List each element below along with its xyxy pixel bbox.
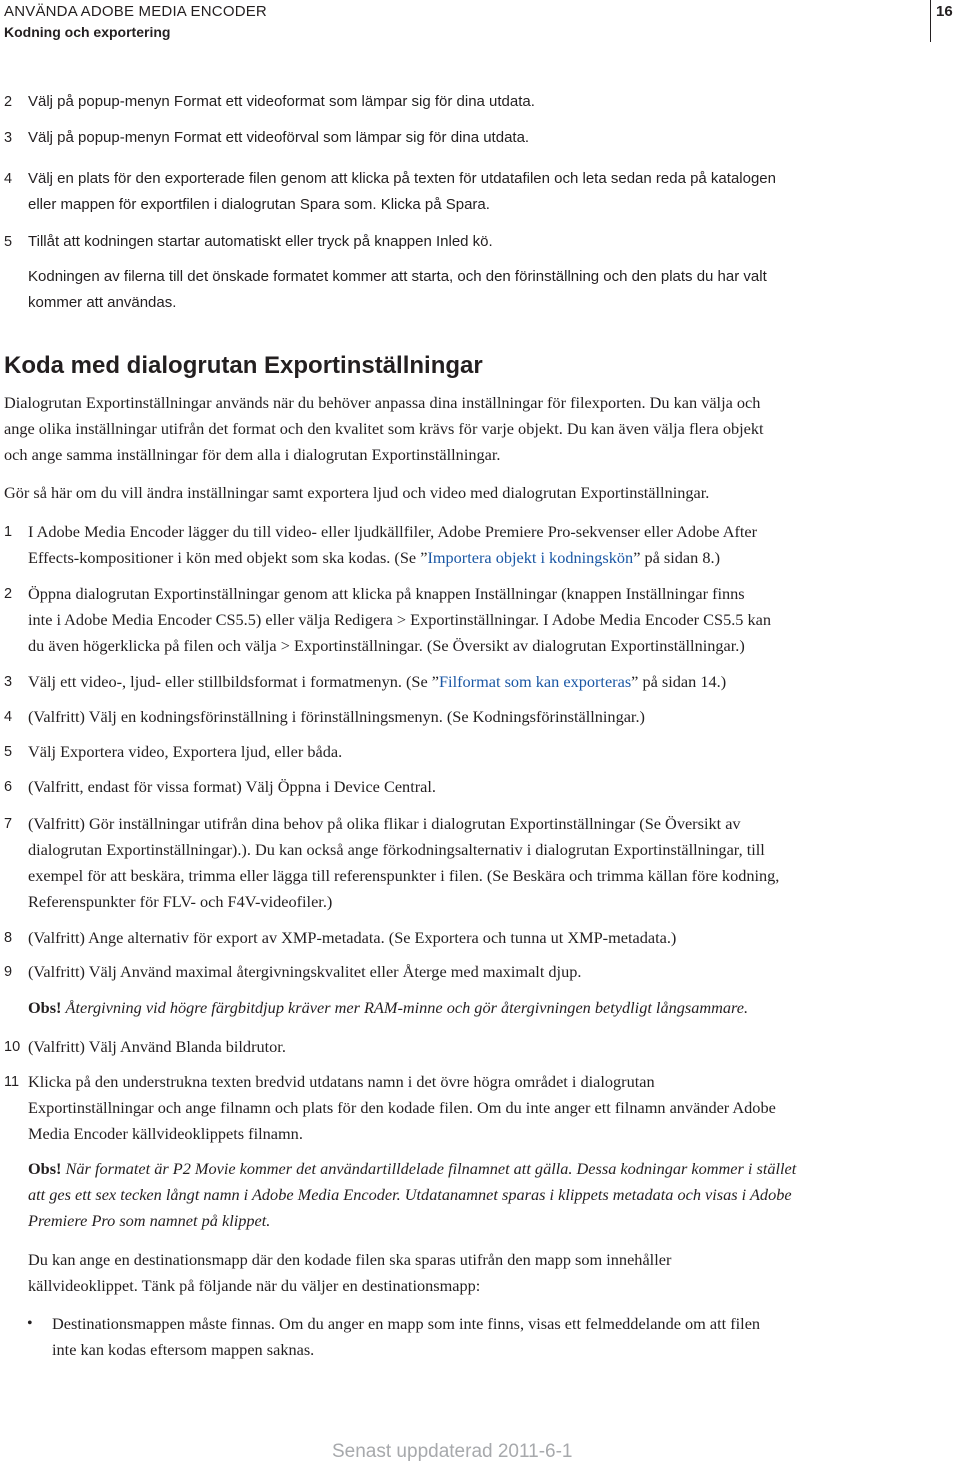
step-number: 9 — [4, 964, 13, 980]
step-text — [28, 166, 948, 218]
note-line: kommer att användas. — [28, 294, 177, 311]
step-text: Välj på popup-menyn Format ett videoformat som lämpar sig för dina utdata. — [28, 93, 535, 110]
step-line: inte i Adobe Media Encoder CS5.5) eller välja Redigera > Exportinställningar. I Adobe Media Encoder CS5.5 kan — [28, 610, 772, 629]
step-text — [28, 811, 948, 915]
step-note — [28, 264, 948, 316]
step-text — [28, 519, 948, 571]
bullet-line: Destinationsmappen måste finnas. Om du anger en mapp som inte finns, visas ett felmeddelande om att filen — [52, 1314, 761, 1333]
paragraph-line: Dialogrutan Exportinställningar används när du behöver anpassa dina inställningar för filexporten. Du kan välja och — [4, 393, 761, 412]
note-text: När formatet är P2 Movie kommer det användartilldelade filnamnet att gälla. Dessa kodningar kommer i stället — [61, 1159, 797, 1178]
step-number: 5 — [4, 744, 13, 760]
step-line: Klicka på den understrukna texten bredvid utdatans namn i det övre högra området i dialogrutan — [28, 1072, 655, 1091]
step-number: 2 — [4, 94, 13, 110]
step-text: Välj Exportera video, Exportera ljud, eller båda. — [28, 742, 343, 761]
step-text: (Valfritt) Välj Använd maximal återgivningskvalitet eller Återge med maximalt djup. — [28, 962, 582, 981]
step-text — [28, 1069, 948, 1147]
step-text: (Valfritt, endast för vissa format) Välj Öppna i Device Central. — [28, 777, 436, 796]
paragraph-line: Du kan ange en destinationsmapp där den kodade filen ska sparas utifrån den mapp som innehåller — [28, 1250, 672, 1269]
paragraph-line: ange olika inställningar utifrån det format och den kvalitet som krävs för varje objekt. Du kan även välja flera objekt — [4, 419, 764, 438]
step-line: Exportinställningar och ange filnamn och plats för den kodade filen. Om du inte anger ett filnamn använder Adobe — [28, 1098, 776, 1117]
step-line-text: Välj ett video-, ljud- eller stillbildsformat i formatmenyn. (Se ” — [28, 672, 439, 691]
note-label: Obs! — [28, 998, 62, 1017]
running-header-subtitle: Kodning och exportering — [4, 24, 171, 40]
bullet-text — [52, 1311, 948, 1363]
cross-reference-link[interactable]: Filformat som kan exporteras — [439, 672, 632, 691]
note-text: att ges ett sex tecken långt namn i Adobe Media Encoder. Utdatanamnet sparas i klippets metadata och visas i Adobe — [28, 1185, 792, 1204]
step-line: (Valfritt) Gör inställningar utifrån dina behov på olika flikar i dialogrutan Exportinställningar (Se Översikt av — [28, 814, 741, 833]
bullet-line: inte kan kodas eftersom mappen saknas. — [52, 1340, 315, 1359]
step-number: 7 — [4, 816, 13, 832]
footer-last-updated: Senast uppdaterad 2011-6-1 — [332, 1441, 573, 1462]
step-number: 10 — [4, 1039, 21, 1055]
note-text: Återgivning vid högre färgbitdjup kräver mer RAM-minne och gör återgivningen betydligt långsammare. — [61, 998, 749, 1017]
step-line-text: ” på sidan 14.) — [631, 672, 727, 691]
step-text: (Valfritt) Ange alternativ för export av XMP-metadata. (Se Exportera och tunna ut XMP-metadata.) — [28, 928, 677, 947]
step-line: Referenspunkter för FLV- och F4V-videofiler.) — [28, 892, 333, 911]
header-divider — [930, 0, 931, 42]
step-text — [28, 669, 948, 695]
note-text: Premiere Pro som namnet på klippet. — [28, 1211, 271, 1230]
step-number: 2 — [4, 586, 13, 602]
step-text: (Valfritt) Välj en kodningsförinställning i förinställningsmenyn. (Se Kodningsförinställningar.) — [28, 707, 645, 726]
step-line: Välj en plats för den exporterade filen genom att klicka på texten för utdatafilen och leta sedan reda på katalogen — [28, 170, 776, 187]
step-line: du även högerklicka på filen och välja > Exportinställningar. (Se Översikt av dialogrutan Exportinställningar.) — [28, 636, 745, 655]
bullet-icon: • — [27, 1315, 33, 1332]
step-line-text: ” på sidan 8.) — [633, 548, 720, 567]
destination-paragraph — [28, 1247, 948, 1299]
step-number: 1 — [4, 524, 13, 540]
intro-paragraph — [4, 390, 948, 468]
step-text — [28, 581, 948, 659]
step-text: Välj på popup-menyn Format ett videoförval som lämpar sig för dina utdata. — [28, 129, 530, 146]
paragraph-line: källvideoklippet. Tänk på följande när du väljer en destinationsmapp: — [28, 1276, 481, 1295]
step-line: eller mappen för exportfilen i dialogrutan Spara som. Klicka på Spara. — [28, 196, 490, 213]
step-number: 4 — [4, 171, 13, 187]
step-line: Media Encoder källvideoklippets filnamn. — [28, 1124, 303, 1143]
note — [28, 995, 948, 1021]
step-line: exempel för att beskära, trimma eller lägga till referenspunkter i filen. (Se Beskära och trimma källan före kodning, — [28, 866, 780, 885]
step-line: Öppna dialogrutan Exportinställningar genom att klicka på knappen Inställningar (knappen Inställningar finns — [28, 584, 745, 603]
step-line: I Adobe Media Encoder lägger du till video- eller ljudkällfiler, Adobe Premiere Pro-sekvenser eller Adobe After — [28, 522, 758, 541]
lead-paragraph: Gör så här om du vill ändra inställningar samt exportera ljud och video med dialogrutan Exportinställningar. — [4, 483, 710, 502]
step-number: 11 — [4, 1074, 20, 1090]
step-line-text: Effects-kompositioner i kön med objekt som ska kodas. (Se ” — [28, 548, 428, 567]
step-number: 5 — [4, 234, 13, 250]
page-number: 16 — [936, 3, 953, 20]
step-number: 3 — [4, 674, 13, 690]
step-number: 4 — [4, 709, 13, 725]
note — [28, 1156, 948, 1234]
step-line — [28, 545, 948, 571]
step-number: 8 — [4, 930, 13, 946]
paragraph-line: och ange samma inställningar för dem alla i dialogrutan Exportinställningar. — [4, 445, 501, 464]
step-line: dialogrutan Exportinställningar).). Du kan också ange förkodningsalternativ i dialogrutan Exportinställningar, till — [28, 840, 765, 859]
step-text: Tillåt att kodningen startar automatiskt eller tryck på knappen Inled kö. — [28, 233, 493, 250]
section-heading: Koda med dialogrutan Exportinställningar — [4, 352, 483, 379]
step-text: (Valfritt) Välj Använd Blanda bildrutor. — [28, 1037, 286, 1056]
step-number: 3 — [4, 130, 13, 146]
note-label: Obs! — [28, 1159, 62, 1178]
cross-reference-link[interactable]: Importera objekt i kodningskön — [427, 548, 634, 567]
note-line: Kodningen av filerna till det önskade formatet kommer att starta, och den förinställning och den plats du har valt — [28, 268, 767, 285]
step-number: 6 — [4, 779, 13, 795]
running-header-title: ANVÄNDA ADOBE MEDIA ENCODER — [4, 3, 267, 20]
